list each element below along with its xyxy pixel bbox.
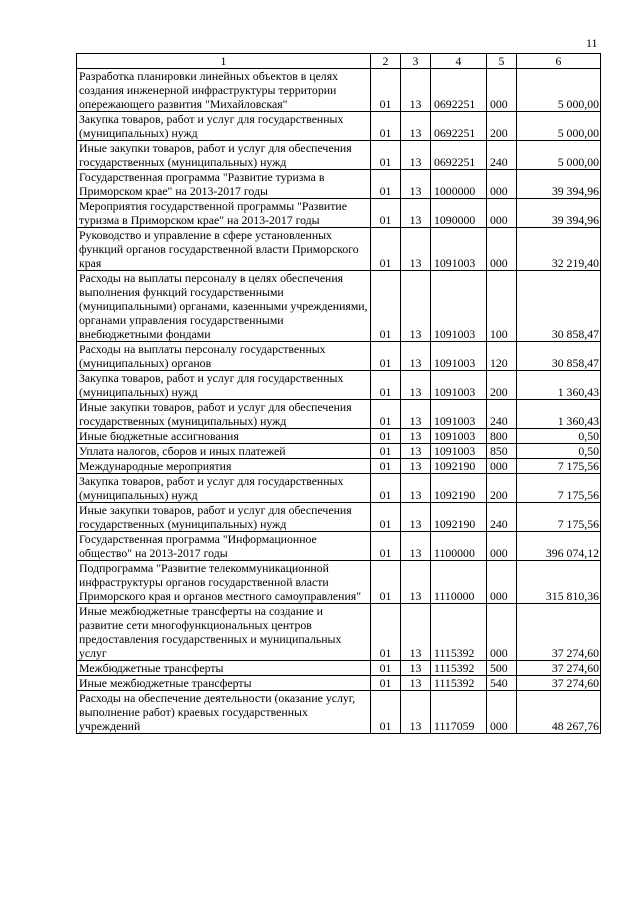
row-expense-type: 850 [487, 444, 517, 459]
row-subsection-code: 13 [401, 342, 431, 371]
row-section-code: 01 [371, 474, 401, 503]
row-section-code: 01 [371, 429, 401, 444]
row-subsection-code: 13 [401, 532, 431, 561]
table-row [77, 112, 601, 141]
row-section-code: 01 [371, 170, 401, 199]
row-section-code: 01 [371, 141, 401, 170]
row-expense-type: 240 [487, 400, 517, 429]
table-row [77, 342, 601, 371]
row-subsection-code: 13 [401, 141, 431, 170]
table-row [77, 474, 601, 503]
row-amount: 37 274,60 [517, 604, 601, 661]
row-subsection-code: 13 [401, 691, 431, 734]
row-target-article: 1091003 [431, 371, 487, 400]
row-section-code: 01 [371, 228, 401, 271]
row-section-code: 01 [371, 459, 401, 474]
row-expense-type: 100 [487, 271, 517, 342]
row-amount: 315 810,36 [517, 561, 601, 604]
row-subsection-code: 13 [401, 112, 431, 141]
row-target-article: 0692251 [431, 69, 487, 112]
row-expense-type: 240 [487, 141, 517, 170]
page-number: 11 [586, 36, 598, 50]
row-amount: 7 175,56 [517, 503, 601, 532]
row-description: Закупка товаров, работ и услуг для государственных (муниципальных) нужд [77, 112, 371, 141]
row-description: Государственная программа "Развитие туризма в Приморском крае" на 2013-2017 годы [77, 170, 371, 199]
row-amount: 5 000,00 [517, 141, 601, 170]
row-subsection-code: 13 [401, 271, 431, 342]
row-target-article: 1091003 [431, 429, 487, 444]
row-amount: 7 175,56 [517, 474, 601, 503]
row-amount: 1 360,43 [517, 371, 601, 400]
row-description: Расходы на выплаты персоналу в целях обеспечения выполнения функций государственными (муниципальными) органами, казенными учреждениями, органами управления государственными внебюджетными фондами [77, 271, 371, 342]
row-description: Государственная программа "Информационное общество" на 2013-2017 годы [77, 532, 371, 561]
row-amount: 30 858,47 [517, 342, 601, 371]
row-section-code: 01 [371, 691, 401, 734]
row-description: Закупка товаров, работ и услуг для государственных (муниципальных) нужд [77, 474, 371, 503]
row-expense-type: 000 [487, 228, 517, 271]
row-expense-type: 000 [487, 199, 517, 228]
row-amount: 1 360,43 [517, 400, 601, 429]
row-expense-type: 000 [487, 459, 517, 474]
row-target-article: 1117059 [431, 691, 487, 734]
row-amount: 7 175,56 [517, 459, 601, 474]
row-description: Расходы на обеспечение деятельности (оказание услуг, выполнение работ) краевых государственных учреждений [77, 691, 371, 734]
row-subsection-code: 13 [401, 474, 431, 503]
row-subsection-code: 13 [401, 199, 431, 228]
row-subsection-code: 13 [401, 170, 431, 199]
row-description: Иные бюджетные ассигнования [77, 429, 371, 444]
row-section-code: 01 [371, 69, 401, 112]
header-col-3: 3 [401, 54, 431, 69]
row-amount: 37 274,60 [517, 676, 601, 691]
row-expense-type: 200 [487, 112, 517, 141]
row-description: Иные закупки товаров, работ и услуг для обеспечения государственных (муниципальных) нужд [77, 503, 371, 532]
header-col-4: 4 [431, 54, 487, 69]
row-section-code: 01 [371, 271, 401, 342]
table-row [77, 561, 601, 604]
row-description: Иные межбюджетные трансферты на создание и развитие сети многофункциональных центров предоставления государственных и муниципальных услуг [77, 604, 371, 661]
row-description: Межбюджетные трансферты [77, 661, 371, 676]
row-target-article: 1092190 [431, 503, 487, 532]
header-row [77, 54, 601, 69]
row-section-code: 01 [371, 342, 401, 371]
row-amount: 396 074,12 [517, 532, 601, 561]
header-col-1: 1 [77, 54, 371, 69]
row-subsection-code: 13 [401, 444, 431, 459]
row-amount: 32 219,40 [517, 228, 601, 271]
row-expense-type: 800 [487, 429, 517, 444]
row-target-article: 1000000 [431, 170, 487, 199]
table-row [77, 371, 601, 400]
row-expense-type: 200 [487, 371, 517, 400]
table-row [77, 271, 601, 342]
budget-table [76, 53, 601, 734]
row-description: Разработка планировки линейных объектов в целях создания инженерной инфраструктуры территории опережающего развития "Михайловская" [77, 69, 371, 112]
row-description: Расходы на выплаты персоналу государственных (муниципальных) органов [77, 342, 371, 371]
row-subsection-code: 13 [401, 400, 431, 429]
row-subsection-code: 13 [401, 661, 431, 676]
row-amount: 0,50 [517, 429, 601, 444]
row-target-article: 0692251 [431, 112, 487, 141]
row-target-article: 1092190 [431, 474, 487, 503]
table-row [77, 532, 601, 561]
row-amount: 0,50 [517, 444, 601, 459]
row-subsection-code: 13 [401, 604, 431, 661]
row-section-code: 01 [371, 532, 401, 561]
row-target-article: 1115392 [431, 676, 487, 691]
row-section-code: 01 [371, 661, 401, 676]
row-target-article: 1115392 [431, 604, 487, 661]
row-expense-type: 120 [487, 342, 517, 371]
table-row [77, 661, 601, 676]
header-col-2: 2 [371, 54, 401, 69]
row-description: Мероприятия государственной программы "Развитие туризма в Приморском крае" на 2013-2017 годы [77, 199, 371, 228]
row-target-article: 1100000 [431, 532, 487, 561]
row-expense-type: 500 [487, 661, 517, 676]
row-target-article: 1091003 [431, 400, 487, 429]
table-row [77, 676, 601, 691]
row-expense-type: 000 [487, 691, 517, 734]
row-subsection-code: 13 [401, 459, 431, 474]
row-target-article: 1110000 [431, 561, 487, 604]
table-row [77, 604, 601, 661]
row-target-article: 1115392 [431, 661, 487, 676]
row-target-article: 1090000 [431, 199, 487, 228]
row-expense-type: 240 [487, 503, 517, 532]
row-description: Уплата налогов, сборов и иных платежей [77, 444, 371, 459]
row-description: Иные закупки товаров, работ и услуг для обеспечения государственных (муниципальных) нужд [77, 400, 371, 429]
row-expense-type: 000 [487, 604, 517, 661]
table-row [77, 503, 601, 532]
row-amount: 48 267,76 [517, 691, 601, 734]
row-section-code: 01 [371, 444, 401, 459]
row-subsection-code: 13 [401, 561, 431, 604]
table-row [77, 199, 601, 228]
header-col-5: 5 [487, 54, 517, 69]
row-section-code: 01 [371, 604, 401, 661]
header-col-6: 6 [517, 54, 601, 69]
row-target-article: 1091003 [431, 342, 487, 371]
row-target-article: 1091003 [431, 444, 487, 459]
row-description: Иные закупки товаров, работ и услуг для обеспечения государственных (муниципальных) нужд [77, 141, 371, 170]
row-target-article: 0692251 [431, 141, 487, 170]
table-row [77, 691, 601, 734]
row-description: Международные мероприятия [77, 459, 371, 474]
row-expense-type: 200 [487, 474, 517, 503]
row-expense-type: 000 [487, 532, 517, 561]
row-subsection-code: 13 [401, 503, 431, 532]
row-expense-type: 000 [487, 69, 517, 112]
row-amount: 39 394,96 [517, 199, 601, 228]
row-subsection-code: 13 [401, 69, 431, 112]
table-row [77, 400, 601, 429]
row-target-article: 1091003 [431, 228, 487, 271]
row-expense-type: 000 [487, 170, 517, 199]
row-section-code: 01 [371, 112, 401, 141]
row-subsection-code: 13 [401, 676, 431, 691]
row-description: Иные межбюджетные трансферты [77, 676, 371, 691]
row-amount: 5 000,00 [517, 69, 601, 112]
row-amount: 39 394,96 [517, 170, 601, 199]
row-section-code: 01 [371, 676, 401, 691]
row-amount: 30 858,47 [517, 271, 601, 342]
row-expense-type: 000 [487, 561, 517, 604]
table-row [77, 228, 601, 271]
row-subsection-code: 13 [401, 371, 431, 400]
table-row [77, 459, 601, 474]
row-section-code: 01 [371, 561, 401, 604]
row-expense-type: 540 [487, 676, 517, 691]
row-target-article: 1092190 [431, 459, 487, 474]
row-subsection-code: 13 [401, 429, 431, 444]
table-row [77, 69, 601, 112]
row-section-code: 01 [371, 199, 401, 228]
table-row [77, 170, 601, 199]
table-row [77, 141, 601, 170]
row-description: Руководство и управление в сфере установленных функций органов государственной власти Приморского края [77, 228, 371, 271]
row-subsection-code: 13 [401, 228, 431, 271]
row-target-article: 1091003 [431, 271, 487, 342]
table-row [77, 429, 601, 444]
table-row [77, 444, 601, 459]
row-description: Подпрограмма "Развитие телекоммуникационной инфраструктуры органов государственной власти Приморского края и органов местного самоуправления" [77, 561, 371, 604]
row-section-code: 01 [371, 400, 401, 429]
row-section-code: 01 [371, 503, 401, 532]
row-amount: 5 000,00 [517, 112, 601, 141]
row-amount: 37 274,60 [517, 661, 601, 676]
row-section-code: 01 [371, 371, 401, 400]
row-description: Закупка товаров, работ и услуг для государственных (муниципальных) нужд [77, 371, 371, 400]
